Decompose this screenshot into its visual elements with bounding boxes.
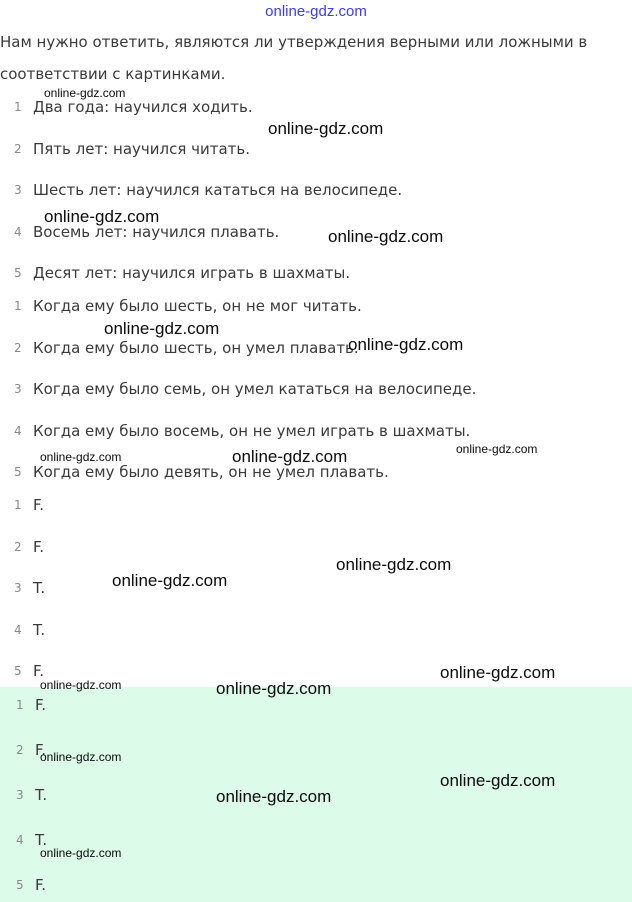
watermark: online-gdz.com: [336, 555, 452, 574]
answer-text: T.: [33, 579, 46, 597]
watermark: online-gdz.com: [112, 571, 228, 590]
watermark: online-gdz.com: [216, 787, 332, 806]
answer-text: F.: [35, 696, 46, 714]
item-text: Два года: научился ходить.: [33, 98, 253, 116]
item-number: 3: [16, 788, 24, 802]
item-number: 4: [14, 225, 22, 239]
answer-text: F.: [33, 496, 44, 514]
watermark: online-gdz.com: [268, 119, 384, 138]
site-header-link[interactable]: online-gdz.com: [265, 3, 367, 20]
answer-text: T.: [35, 831, 48, 849]
watermark: online-gdz.com: [40, 750, 122, 764]
item-number: 2: [14, 540, 22, 554]
item-number: 3: [14, 382, 22, 396]
answer-text: F.: [33, 538, 44, 556]
task-intro: Нам нужно ответить, являются ли утверждения верными или ложными в соответствии с картинками.: [0, 33, 588, 83]
item-number: 1: [16, 698, 24, 712]
watermark: online-gdz.com: [44, 207, 160, 226]
answer-text: F.: [35, 741, 46, 759]
answer-item: [0, 875, 600, 895]
list-item: [0, 139, 600, 159]
list-item: [0, 97, 600, 117]
answer-text: T.: [35, 786, 48, 804]
item-text: Шесть лет: научился кататься на велосипеде.: [33, 181, 403, 199]
item-text: Пять лет: научился читать.: [33, 140, 251, 158]
watermark: online-gdz.com: [348, 335, 464, 354]
watermark: online-gdz.com: [456, 442, 538, 456]
item-number: 1: [14, 299, 22, 313]
item-number: 5: [14, 465, 22, 479]
list-item: [0, 180, 600, 200]
item-number: 3: [14, 183, 22, 197]
item-number: 1: [14, 498, 22, 512]
item-text: Когда ему было девять, он не умел плавать.: [33, 463, 389, 481]
item-number: 4: [16, 833, 24, 847]
item-number: 2: [14, 341, 22, 355]
list-item: [0, 421, 600, 441]
answer-text: F.: [35, 876, 46, 894]
answer-item: [0, 620, 600, 640]
item-number: 2: [16, 743, 24, 757]
item-number: 5: [14, 266, 22, 280]
item-text: Когда ему было восемь, он не умел играть в шахматы.: [33, 422, 471, 440]
item-number: 4: [14, 623, 22, 637]
list-item: [0, 296, 600, 316]
watermark: online-gdz.com: [440, 771, 556, 790]
watermark: online-gdz.com: [328, 227, 444, 246]
answer-item: [0, 578, 600, 598]
watermark: online-gdz.com: [216, 679, 332, 698]
answer-text: T.: [33, 621, 46, 639]
watermark: online-gdz.com: [44, 86, 126, 100]
watermark: online-gdz.com: [40, 678, 122, 692]
item-text: Когда ему было шесть, он умел плавать.: [33, 339, 359, 357]
item-text: Десят лет: научился играть в шахматы.: [33, 264, 351, 282]
answer-text: F.: [33, 662, 44, 680]
watermark: online-gdz.com: [40, 846, 122, 860]
answer-item: [0, 495, 600, 515]
item-number: 1: [14, 100, 22, 114]
watermark: online-gdz.com: [232, 447, 348, 466]
watermark: online-gdz.com: [40, 450, 122, 464]
item-text: Когда ему было шесть, он не мог читать.: [33, 297, 362, 315]
watermark: online-gdz.com: [440, 663, 556, 682]
item-text: Восемь лет: научился плавать.: [33, 223, 280, 241]
item-number: 2: [14, 142, 22, 156]
answer-item: [0, 537, 600, 557]
list-item: [0, 263, 600, 283]
item-number: 4: [14, 424, 22, 438]
item-number: 3: [14, 581, 22, 595]
list-item: [0, 379, 600, 399]
item-text: Когда ему было семь, он умел кататься на велосипеде.: [33, 380, 477, 398]
item-number: 5: [16, 878, 24, 892]
list-item: [0, 338, 600, 358]
item-number: 5: [14, 664, 22, 678]
watermark: online-gdz.com: [104, 319, 220, 338]
